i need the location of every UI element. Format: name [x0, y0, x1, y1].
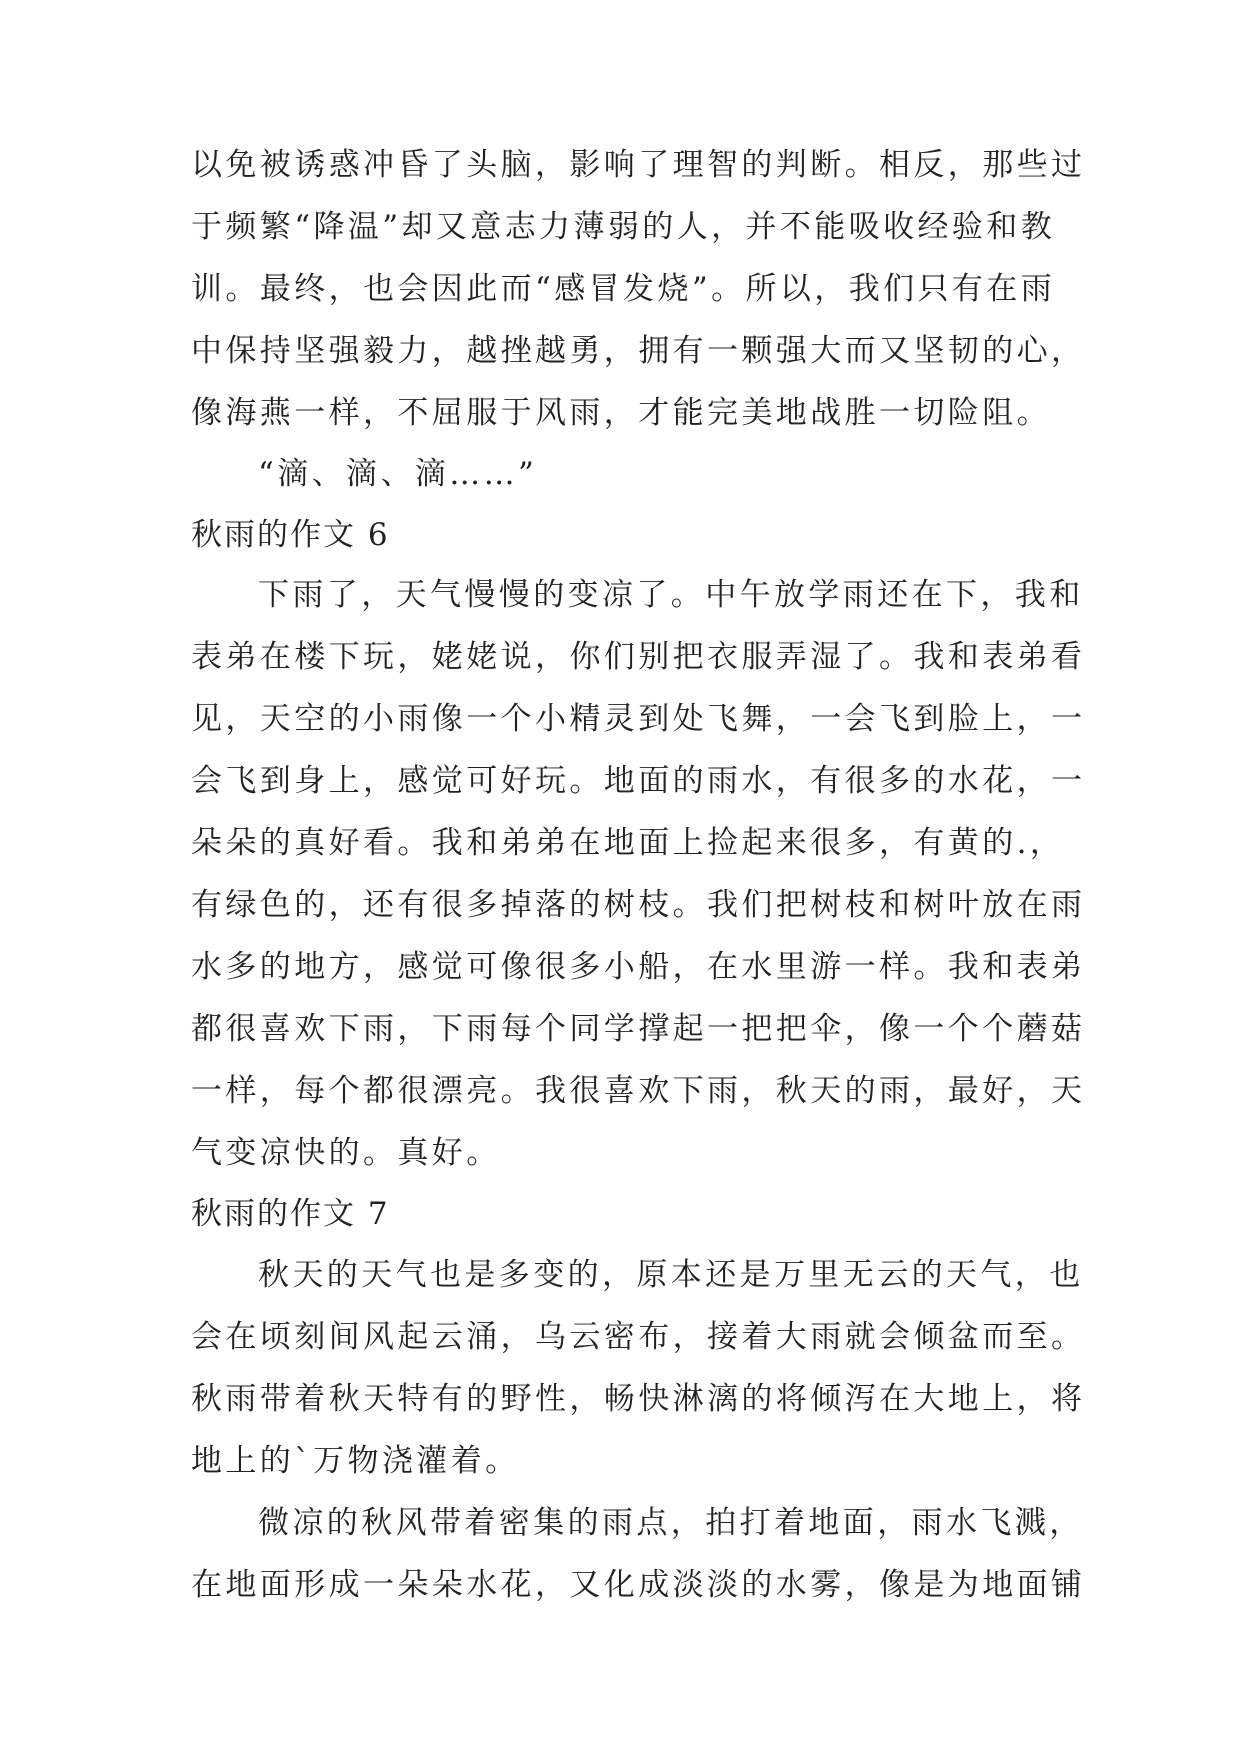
body-text-line: 表弟在楼下玩，姥姥说，你们别把衣服弄湿了。我和表弟看 [191, 639, 1086, 675]
body-text-line: 水多的地方，感觉可像很多小船，在水里游一样。我和表弟 [191, 949, 1086, 985]
body-text-line: 一样，每个都很漂亮。我很喜欢下雨，秋天的雨，最好，天 [191, 1073, 1086, 1109]
body-text-line: 微凉的秋风带着密集的雨点，拍打着地面，雨水飞溅， [258, 1505, 1084, 1541]
body-text-line: 在地面形成一朵朵水花，又化成淡淡的水雾，像是为地面铺 [191, 1567, 1086, 1603]
section-heading: 秋雨的作文 6 [191, 517, 390, 553]
body-text-line: 地上的`万物浇灌着。 [191, 1443, 520, 1479]
body-text-line: 秋天的天气也是多变的，原本还是万里无云的天气，也 [258, 1257, 1084, 1293]
body-text-line: 以免被诱惑冲昏了头脑，影响了理智的判断。相反，那些过 [191, 147, 1086, 183]
body-text-line: 有绿色的，还有很多掉落的树枝。我们把树枝和树叶放在雨 [191, 887, 1086, 923]
body-text-line: 气变凉快的。真好。 [191, 1135, 501, 1171]
body-text-line: 会飞到身上，感觉可好玩。地面的雨水，有很多的水花，一 [191, 763, 1086, 799]
body-text-line: 训。最终，也会因此而“感冒发烧”。所以，我们只有在雨 [191, 271, 1056, 307]
body-text-line: 中保持坚强毅力，越挫越勇，拥有一颗强大而又坚韧的心， [191, 333, 1086, 369]
body-text-line: 下雨了，天气慢慢的变凉了。中午放学雨还在下，我和 [258, 577, 1084, 613]
body-text-line: 朵朵的真好看。我和弟弟在地面上捡起来很多，有黄的.， [191, 825, 1065, 861]
body-text-line: 于频繁“降温”却又意志力薄弱的人，并不能吸收经验和教 [191, 209, 1056, 245]
body-text-line: 像海燕一样，不屈服于风雨，才能完美地战胜一切险阻。 [191, 395, 1051, 431]
body-text-line: 都很喜欢下雨，下雨每个同学撑起一把把伞，像一个个蘑菇 [191, 1011, 1086, 1047]
body-text-line: “滴、滴、滴……” [258, 456, 538, 492]
body-text-line: 会在顷刻间风起云涌，乌云密布，接着大雨就会倾盆而至。 [191, 1319, 1086, 1355]
section-heading: 秋雨的作文 7 [191, 1196, 390, 1232]
body-text-line: 秋雨带着秋天特有的野性，畅快淋漓的将倾泻在大地上，将 [191, 1381, 1086, 1417]
body-text-line: 见，天空的小雨像一个小精灵到处飞舞，一会飞到脸上，一 [191, 701, 1086, 737]
